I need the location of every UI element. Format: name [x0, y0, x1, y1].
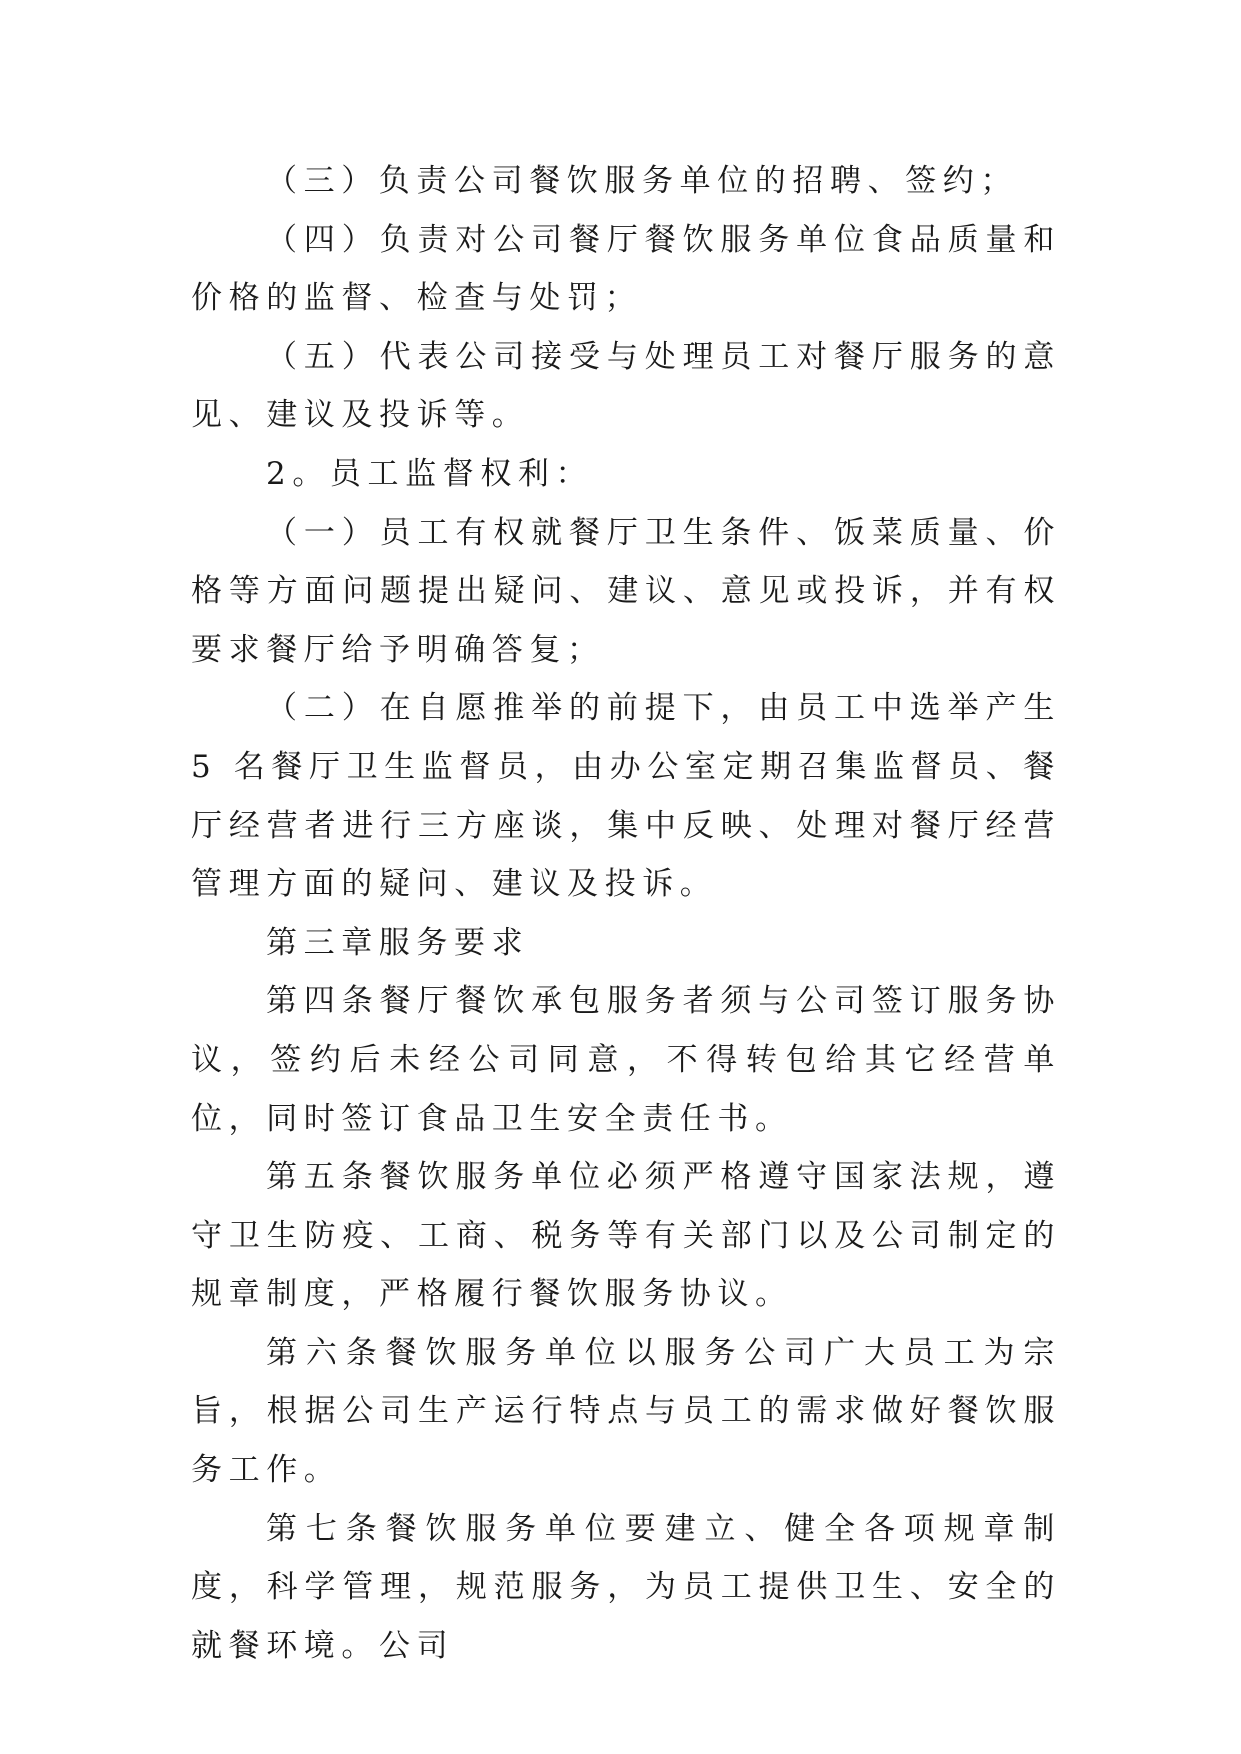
article-4: 第四条餐厅餐饮承包服务者须与公司签订服务协议，签约后未经公司同意，不得转包给其它经营单位，同时签订食品卫生安全责任书。 — [191, 983, 1061, 1137]
article-7: 第七条餐饮服务单位要建立、健全各项规章制度，科学管理，规范服务，为员工提供卫生、安全的就餐环境。公司 — [191, 1510, 1061, 1664]
paragraph-duty-3: （三）负责公司餐饮服务单位的招聘、签约； — [266, 163, 1018, 199]
section-heading-supervision-rights: 2。员工监督权利： — [266, 455, 594, 492]
chapter-heading: 第三章服务要求 — [266, 924, 530, 961]
paragraph-duty-5: （五）代表公司接受与处理员工对餐厅服务的意见、建议及投诉等。 — [191, 338, 1061, 434]
article-6: 第六条餐饮服务单位以服务公司广大员工为宗旨，根据公司生产运行特点与员工的需求做好餐饮服务工作。 — [191, 1334, 1061, 1489]
paragraph-right-2: （二）在自愿推举的前提下，由员工中选举产生 5 名餐厅卫生监督员，由办公室定期召集监督员、餐厅经营者进行三方座谈，集中反映、处理对餐厅经营管理方面的疑问、建议及投诉。 — [191, 690, 1061, 903]
paragraph-right-1: （一）员工有权就餐厅卫生条件、饭菜质量、价格等方面问题提出疑问、建议、意见或投诉，并有权要求餐厅给予明确答复； — [191, 514, 1061, 668]
article-5: 第五条餐饮服务单位必须严格遵守国家法规，遵守卫生防疫、工商、税务等有关部门以及公司制定的规章制度，严格履行餐饮服务协议。 — [191, 1159, 1061, 1313]
document-body — [191, 152, 1061, 1675]
paragraph-duty-4: （四）负责对公司餐厅餐饮服务单位食品质量和价格的监督、检查与处罚； — [191, 221, 1061, 317]
